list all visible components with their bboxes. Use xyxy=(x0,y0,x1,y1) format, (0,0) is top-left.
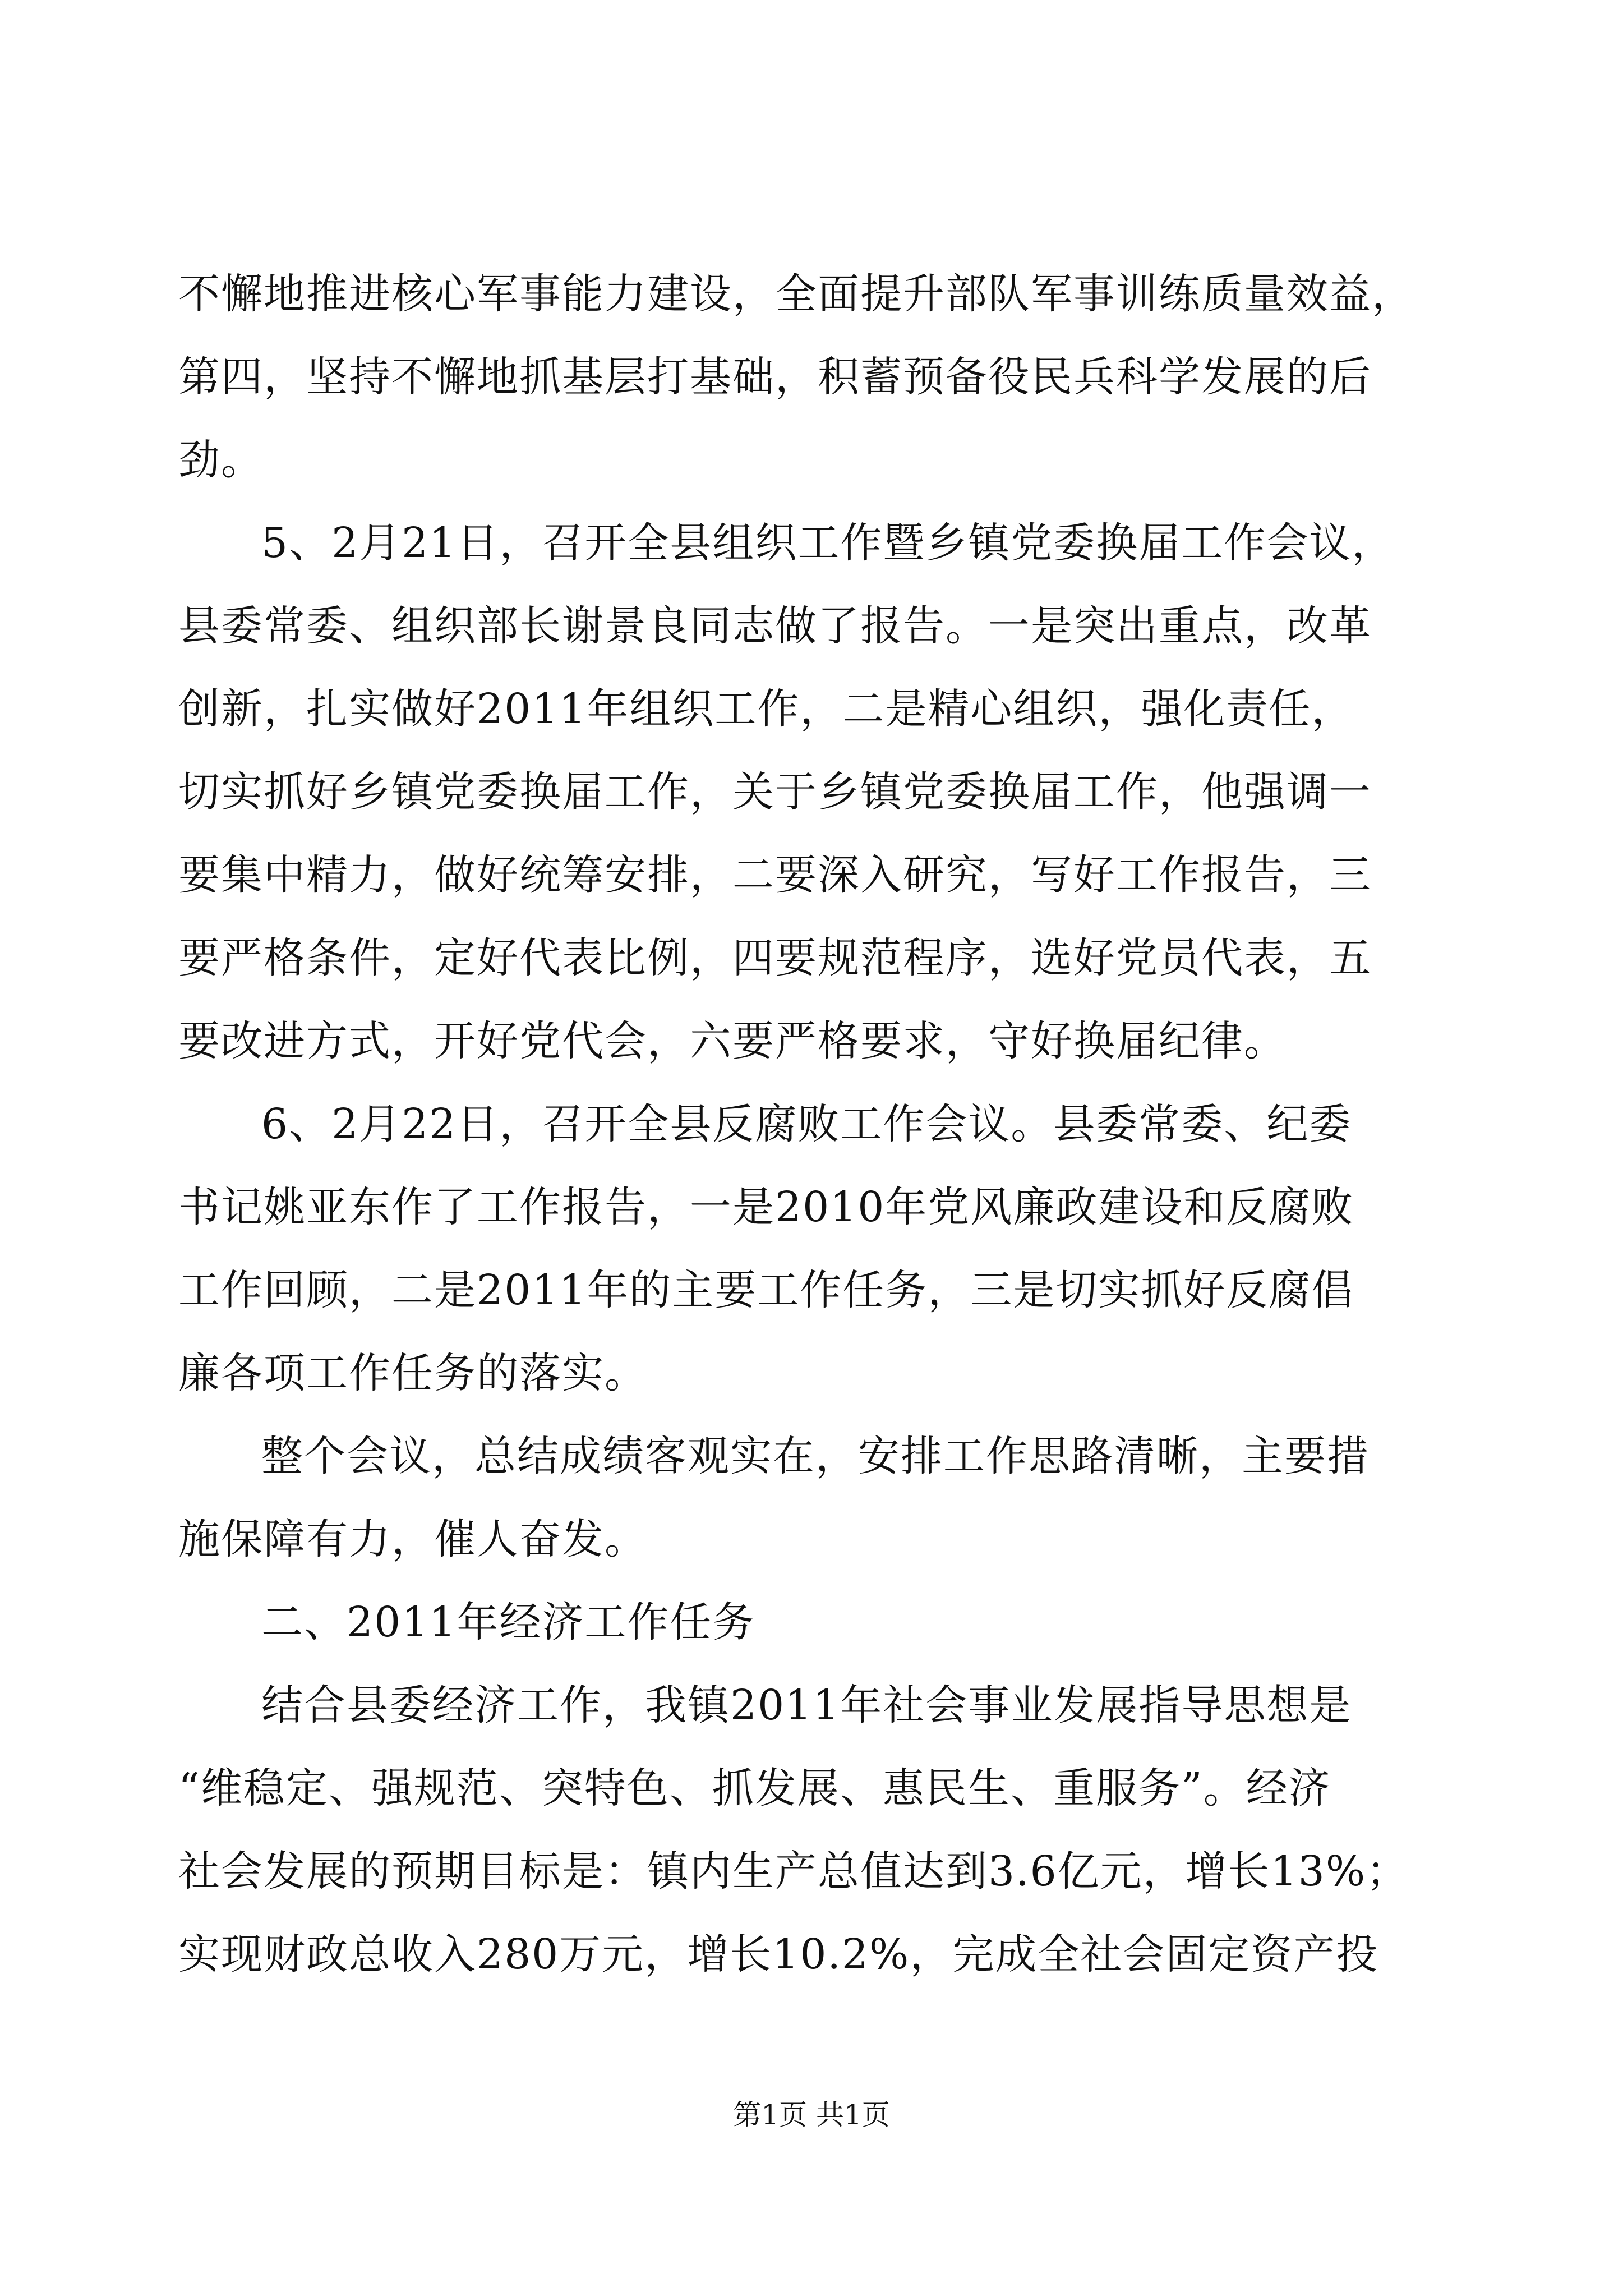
text-line: 实现财政总收入280万元，增长10.2%，完成全社会固定资产投 xyxy=(178,1930,1379,1978)
text-line: 二、2011年经济工作任务 xyxy=(261,1598,755,1646)
text-line: 劲。 xyxy=(178,436,264,484)
text-line: 工作回顾，二是2011年的主要工作任务，三是切实抓好反腐倡 xyxy=(178,1266,1354,1314)
document-body xyxy=(178,252,1435,1996)
text-line: 书记姚亚东作了工作报告，一是2010年党风廉政建设和反腐败 xyxy=(178,1183,1354,1231)
text-line: “维稳定、强规范、突特色、抓发展、惠民生、重服务”。经济 xyxy=(178,1764,1331,1812)
text-line: 施保障有力，催人奋发。 xyxy=(178,1515,647,1563)
text-line: 5、2月21日，召开全县组织工作暨乡镇党委换届工作会议， xyxy=(261,519,1395,567)
text-line: 县委常委、组织部长谢景良同志做了报告。一是突出重点，改革 xyxy=(178,602,1372,650)
text-line: 第四，坚持不懈地抓基层打基础，积蓄预备役民兵科学发展的后 xyxy=(178,353,1372,401)
text-line: 要集中精力，做好统筹安排，二要深入研究，写好工作报告，三 xyxy=(178,851,1372,899)
text-line: 廉各项工作任务的落实。 xyxy=(178,1349,647,1397)
text-line: 整个会议，总结成绩客观实在，安排工作思路清晰，主要措 xyxy=(261,1432,1370,1480)
text-line: 结合县委经济工作，我镇2011年社会事业发展指导思想是 xyxy=(261,1681,1352,1729)
text-line: 不懈地推进核心军事能力建设，全面提升部队军事训练质量效益， xyxy=(178,270,1414,318)
text-line: 社会发展的预期目标是：镇内生产总值达到3.6亿元，增长13%； xyxy=(178,1847,1409,1895)
page-footer: 第1页 共1页 xyxy=(733,2099,890,2131)
text-line: 切实抓好乡镇党委换届工作，关于乡镇党委换届工作，他强调一 xyxy=(178,768,1372,816)
text-line: 创新，扎实做好2011年组织工作，二是精心组织，强化责任， xyxy=(178,685,1354,733)
text-line: 要严格条件，定好代表比例，四要规范程序，选好党员代表，五 xyxy=(178,934,1372,982)
text-line: 要改进方式，开好党代会，六要严格要求，守好换届纪律。 xyxy=(178,1017,1287,1065)
text-line: 6、2月22日，召开全县反腐败工作会议。县委常委、纪委 xyxy=(261,1100,1352,1148)
